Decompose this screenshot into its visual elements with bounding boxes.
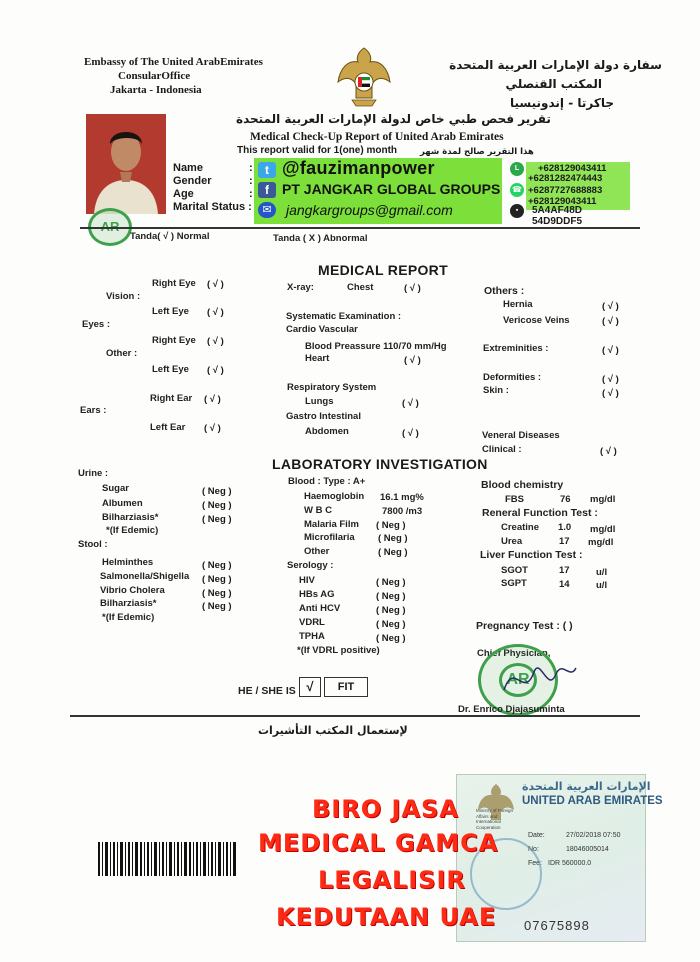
company-email: jangkargroups@gmail.com: [286, 202, 453, 218]
sgpt-value: 14: [559, 579, 570, 590]
left-eye-vision-check: ( √ ): [207, 307, 224, 318]
validity-note: This report valid for 1(one) month: [237, 145, 398, 156]
anti-hcv-result: ( Neg ): [376, 605, 406, 616]
right-eye-vision-label: Right Eye: [152, 278, 196, 289]
gastro-label: Gastro Intestinal: [286, 411, 361, 422]
deformities-check: ( √ ): [602, 374, 619, 385]
age-colon: :: [249, 188, 253, 200]
right-eye-other-check: ( √ ): [207, 336, 224, 347]
blood-pressure: Blood Preassure 110/70 mm/Hg: [305, 341, 447, 352]
verdict-fit: FIT: [324, 677, 368, 697]
hiv-result: ( Neg ): [376, 577, 406, 588]
fbs-unit: mg/dl: [590, 494, 616, 505]
hernia-label: Hernia: [503, 299, 533, 310]
barcode-icon: [98, 842, 238, 876]
watermark-line-4: KEDUTAAN UAE: [276, 903, 497, 931]
if-edemic-note-1: *(If Edemic): [106, 525, 159, 536]
salmonella-label: Salmonella/Shigella: [100, 571, 190, 582]
varicose-label: Vericose Veins: [503, 315, 570, 326]
chest-check: ( √ ): [404, 283, 421, 294]
chief-physician-label: Chief Physician,: [477, 648, 551, 659]
left-ear-check: ( √ ): [204, 423, 221, 434]
wbc-label: W B C: [304, 505, 332, 516]
embassy-name-en: Embassy of The United ArabEmirates: [84, 56, 263, 68]
stamp-no-value: 18046005014: [566, 846, 609, 853]
stamp-title-ar: الإمارات العربية المتحدة: [522, 780, 651, 793]
stamp-fee-value: IDR 560000.0: [548, 860, 592, 867]
footer-divider: [70, 715, 640, 717]
report-title-ar: تقرير فحص طبي خاص لدولة الإمارات العربية المتحدة: [236, 112, 551, 126]
helminthes-result: ( Neg ): [202, 560, 232, 571]
pregnancy-test: Pregnancy Test : ( ): [476, 620, 573, 632]
stool-label: Stool :: [78, 539, 108, 550]
sgot-label: SGOT: [501, 565, 528, 576]
sgpt-label: SGPT: [501, 578, 527, 589]
urea-label: Urea: [501, 536, 523, 547]
person-photo-icon: [86, 114, 166, 214]
anti-hcv-label: Anti HCV: [299, 603, 341, 614]
report-title: Medical Check-Up Report of United Arab Emirates: [250, 131, 504, 143]
uae-emblem-icon: [336, 44, 392, 108]
liver-label: Liver Function Test :: [480, 549, 583, 561]
left-ear-label: Left Ear: [150, 422, 186, 433]
creatine-value: 1.0: [558, 522, 572, 533]
marital-status-label: Marital Status :: [173, 201, 252, 213]
eyes-label: Eyes :: [82, 319, 110, 330]
verdict-checkbox: √: [299, 677, 321, 697]
ears-label: Ears :: [80, 405, 107, 416]
embassy-city-en: Jakarta - Indonesia: [110, 84, 202, 96]
company-name: PT JANGKAR GLOBAL GROUPS: [282, 181, 501, 197]
bbm-pin-1: 5A4AF48D: [532, 205, 583, 216]
consular-office-en: ConsularOffice: [118, 70, 191, 82]
sugar-result: ( Neg ): [202, 486, 232, 497]
phone-2: +6281282474443: [528, 173, 603, 184]
doctor-name: Dr. Enrico Djajasuminta: [458, 704, 565, 715]
tpha-label: TPHA: [299, 631, 325, 642]
hbsag-result: ( Neg ): [376, 591, 406, 602]
email-icon: ✉: [258, 202, 276, 218]
left-eye-vision-label: Left Eye: [152, 306, 189, 317]
creatine-unit: mg/dl: [590, 524, 616, 535]
heart-label: Heart: [305, 353, 330, 364]
others-label: Others :: [484, 285, 525, 297]
tpha-result: ( Neg ): [376, 633, 406, 644]
embassy-name-ar: سفارة دولة الإمارات العربية المتحدة: [449, 58, 662, 72]
watermark-line-2: MEDICAL GAMCA: [258, 829, 499, 857]
phone-3: +6287727688883: [528, 185, 603, 196]
clinical-label: Clinical :: [482, 444, 522, 455]
urea-value: 17: [559, 536, 570, 547]
clinical-check: ( √ ): [600, 446, 617, 457]
sgot-value: 17: [559, 565, 570, 576]
cardio-label: Cardio Vascular: [286, 324, 358, 335]
vdrl-note: *(If VDRL positive): [297, 645, 380, 656]
blood-chemistry-label: Blood chemistry: [481, 479, 564, 491]
urea-unit: mg/dl: [588, 537, 614, 548]
medical-report-title: MEDICAL REPORT: [318, 262, 448, 278]
other-blood-result: ( Neg ): [378, 547, 408, 558]
haemoglobin-value: 16.1 mg%: [380, 492, 424, 503]
stamp-no-label: No:: [528, 846, 539, 853]
renal-label: Reneral Function Test :: [482, 507, 598, 519]
facebook-icon: f: [258, 182, 276, 198]
right-ear-check: ( √ ): [204, 394, 221, 405]
legend-normal: Tanda( √ ) Normal: [130, 231, 210, 242]
official-use-ar: لإستعمال المكتب التأشيرات: [258, 724, 408, 737]
sgot-unit: u/l: [596, 567, 608, 578]
abdomen-label: Abdomen: [305, 426, 349, 437]
wbc-value: 7800 /m3: [382, 506, 423, 517]
applicant-photo: [86, 114, 166, 214]
chest-label: Chest: [347, 282, 374, 293]
other-blood-label: Other: [304, 546, 330, 557]
fbs-label: FBS: [505, 494, 524, 505]
gender-colon: :: [249, 175, 253, 187]
respiratory-label: Respiratory System: [287, 382, 377, 393]
malaria-label: Malaria Film: [304, 519, 359, 530]
stamp-date-label: Date:: [528, 832, 545, 839]
varicose-check: ( √ ): [602, 316, 619, 327]
stamp-ministry: Ministry of Foreign Affairs and International Cooperation: [476, 808, 514, 830]
lungs-label: Lungs: [305, 396, 334, 407]
header-divider: [80, 227, 640, 229]
bilharziasis-urine-result: ( Neg ): [202, 514, 232, 525]
name-label: Name: [173, 162, 203, 174]
phone-1: +628129043411: [538, 163, 607, 174]
watermark-line-1: BIRO JASA: [312, 795, 459, 823]
urine-label: Urine :: [78, 468, 109, 479]
salmonella-result: ( Neg ): [202, 574, 232, 585]
heart-check: ( √ ): [404, 355, 421, 366]
embassy-city-ar: جاكرتا - إندونيسيا: [510, 96, 614, 110]
stamp-title-en: UNITED ARAB EMIRATES: [522, 795, 663, 807]
vdrl-result: ( Neg ): [376, 619, 406, 630]
abdomen-check: ( √ ): [402, 428, 419, 439]
extremities-label: Extreminities :: [483, 343, 549, 354]
legend-abnormal: Tanda ( X ) Abnormal: [273, 233, 368, 244]
systematic-label: Systematic Examination :: [286, 311, 402, 322]
stamp-fee-label: Fee:: [528, 860, 543, 867]
right-eye-other-label: Right Eye: [152, 335, 196, 346]
hiv-label: HIV: [299, 575, 315, 586]
watermark-line-3: LEGALISIR: [318, 866, 466, 894]
stamp-date-value: 27/02/2018 07:50: [566, 832, 621, 839]
bilharziasis-stool-label: Bilharziasis*: [100, 598, 157, 609]
twitter-icon: t: [258, 162, 276, 178]
hernia-check: ( √ ): [602, 301, 619, 312]
bilharziasis-urine-label: Bilharziasis*: [102, 512, 159, 523]
age-label: Age: [173, 188, 194, 200]
line-icon: L: [510, 162, 524, 176]
right-ear-label: Right Ear: [150, 393, 193, 404]
deformities-label: Deformities :: [483, 372, 542, 383]
vdrl-label: VDRL: [299, 617, 325, 628]
sgpt-unit: u/l: [596, 580, 608, 591]
other-eyes-label: Other :: [106, 348, 138, 359]
skin-label: Skin :: [483, 385, 509, 396]
validity-note-ar: هذا التقرير صالح لمدة شهر: [420, 147, 534, 157]
stamp-serial: 07675898: [524, 918, 590, 933]
phone-4: +628129043411: [528, 196, 597, 207]
vision-label: Vision :: [106, 291, 141, 302]
bilharziasis-stool-result: ( Neg ): [202, 601, 232, 612]
if-edemic-note-2: *(If Edemic): [102, 612, 155, 623]
whatsapp-icon: ☎: [510, 183, 524, 197]
creatine-label: Creatine: [501, 522, 540, 533]
vibrio-label: Vibrio Cholera: [100, 585, 165, 596]
xray-label: X-ray:: [287, 282, 314, 293]
left-eye-other-check: ( √ ): [207, 365, 224, 376]
clinic-seal-core: AR: [499, 663, 537, 697]
albumen-result: ( Neg ): [202, 500, 232, 511]
left-eye-other-label: Left Eye: [152, 364, 189, 375]
lungs-check: ( √ ): [402, 398, 419, 409]
hbsag-label: HBs AG: [299, 589, 335, 600]
veneral-label: Veneral Diseases: [482, 430, 560, 441]
malaria-result: ( Neg ): [376, 520, 406, 531]
albumen-label: Albumen: [102, 498, 143, 509]
haemoglobin-label: Haemoglobin: [304, 491, 365, 502]
gender-label: Gender: [173, 175, 212, 187]
lab-title: LABORATORY INVESTIGATION: [272, 456, 488, 472]
microfilaria-label: Microfilaria: [304, 532, 355, 543]
sugar-label: Sugar: [102, 483, 129, 494]
bbm-pin-2: 54D9DDF5: [532, 216, 583, 227]
vibrio-result: ( Neg ): [202, 588, 232, 599]
microfilaria-result: ( Neg ): [378, 533, 408, 544]
skin-check: ( √ ): [602, 388, 619, 399]
right-eye-vision-check: ( √ ): [207, 279, 224, 290]
helminthes-label: Helminthes: [102, 557, 154, 568]
blood-type: Blood : Type : A+: [288, 476, 366, 487]
physician-signature-icon: [500, 650, 580, 710]
serology-label: Serology :: [287, 560, 334, 571]
extremities-check: ( √ ): [602, 345, 619, 356]
consular-office-ar: المكتب القنصلي: [505, 77, 602, 91]
fbs-value: 76: [560, 494, 571, 505]
name-colon: :: [249, 162, 253, 174]
verdict-label: HE / SHE IS: [238, 685, 296, 697]
blackberry-icon: ▪: [510, 204, 524, 218]
twitter-handle: @fauzimanpower: [282, 158, 435, 178]
